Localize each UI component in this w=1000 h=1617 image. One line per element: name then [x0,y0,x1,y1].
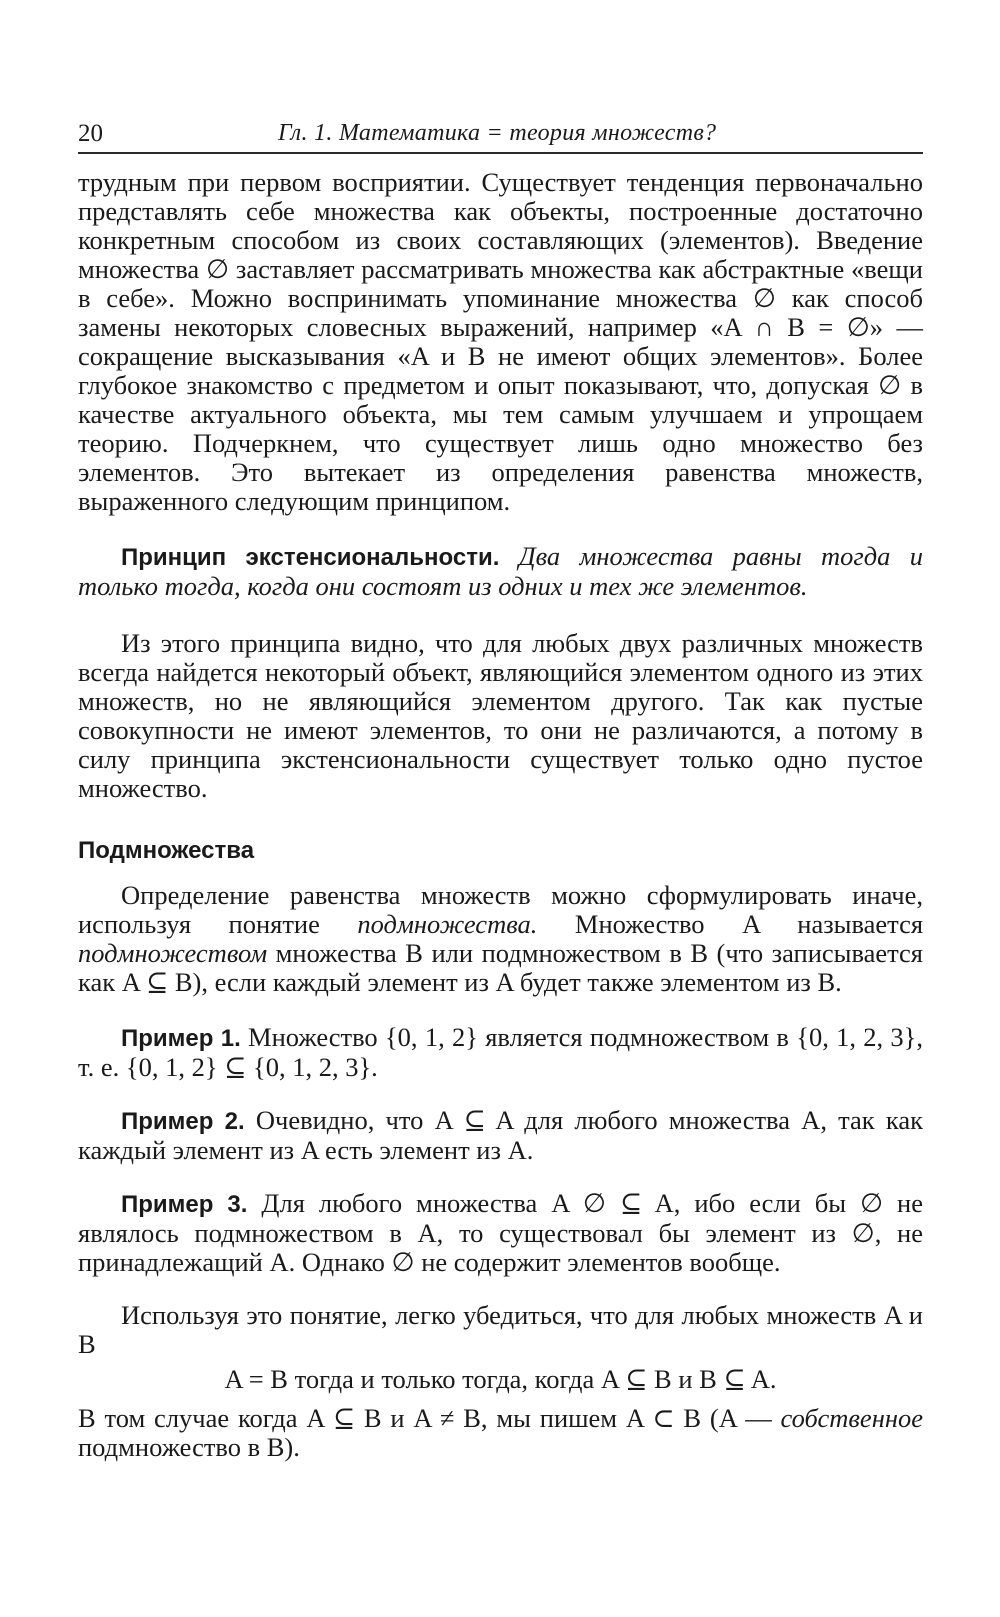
page-number: 20 [78,120,103,147]
example-text: Множество {0, 1, 2} является подмножеством в {0, 1, 2, 3}, т. е. {0, 1, 2} ⊆ {0, 1, 2, 3}. [78,1022,923,1082]
term-proper: собственное [780,1403,923,1433]
final-text-1: В том случае когда A ⊆ B и A ≠ B, мы пишем A ⊂ B (A — [78,1403,772,1433]
display-formula: A = B тогда и только тогда, когда A ⊆ B и B ⊆ A. [224,1364,777,1394]
running-title: Гл. 1. Математика = теория множеств? [278,120,717,146]
extensionality-principle [78,542,923,601]
definition-text-2: Множество A называется [574,909,924,939]
example-text: Для любого множества A ∅ ⊆ A, ибо если бы ∅ не являлось подмножеством в A, то существовал бы элемент из ∅, не принадлежащий A. Однако ∅ не содержит элементов вообще. [78,1188,924,1277]
example-text: Очевидно, что A ⊆ A для любого множества A, так как каждый элемент из A есть элемент из A. [78,1105,923,1165]
book-page [78,112,923,1462]
final-text-2: подмножество в B). [78,1432,300,1462]
term-subset-1: подмножества. [357,909,538,939]
example-label: Пример 1. [121,1025,241,1052]
intro-paragraph: трудным при первом восприятии. Существует тенденция первоначально представлять себе множества как объекты, построенные достаточно конкретным способом из своих составляющих (элементов). Введение множества ∅ заставляет рассматривать множества как абстрактные «вещи в себе». Можно воспринимать упоминание множества ∅ как способ замены некоторых словесных выражений, например «A ∩ B = ∅» — сокращение высказывания «A и B не имеют общих элементов». Более глубокое знакомство с предметом и опыт показывают, что, допуская ∅ в качестве актуального объекта, мы тем самым улучшаем и упрощаем теорию. Подчеркнем, что существует лишь одно множество без элементов. Это вытекает из определения равенства множеств, выраженного следующим принципом. [78,167,923,516]
after-principle-paragraph: Из этого принципа видно, что для любых двух различных множеств всегда найдется некоторый объект, являющийся элементом одного из этих множеств, но не являющийся элементом другого. Так как пустые совокупности не имеют элементов, то они не различаются, а потому в силу принципа экстенсиональности существует только одно пустое множество. [78,628,923,803]
term-subset-2: подмножеством [78,938,268,968]
example-2 [78,1106,923,1165]
section-heading: Подмножества [78,837,255,864]
subset-definition-paragraph [78,881,923,997]
example-3 [78,1189,923,1277]
page-header [78,112,923,154]
principle-text: Два множества равны тогда и только тогда, когда они состоят из одних и тех же элементов. [78,541,923,601]
example-label: Пример 2. [121,1108,245,1135]
closing-intro-paragraph: Используя это понятие, легко убедиться, что для любых множеств A и B [78,1300,923,1359]
example-label: Пример 3. [121,1191,248,1218]
principle-title: Принцип экстенсиональности. [121,544,500,571]
definition-text-1: Определение равенства множеств можно сформулировать иначе, используя понятие [78,880,923,939]
definition-text-3: множества B или подмножеством в B (что записывается как A ⊆ B), если каждый элемент из A будет также элементом из B. [78,938,923,997]
example-1 [78,1023,923,1082]
final-paragraph [78,1404,923,1462]
